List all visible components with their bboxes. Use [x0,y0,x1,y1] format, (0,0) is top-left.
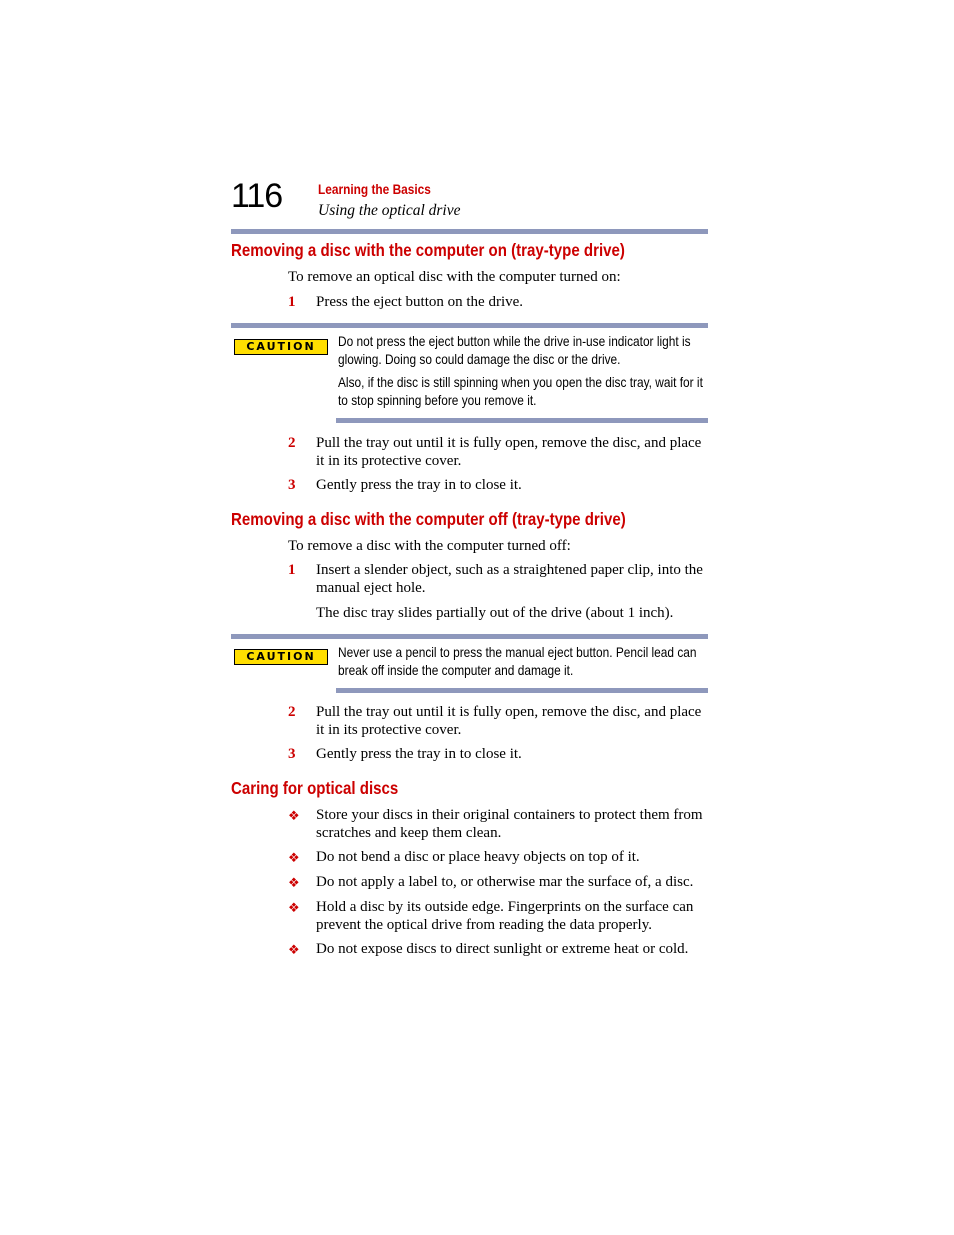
heading-remove-computer-on: Removing a disc with the computer on (tray-type drive) [231,240,625,260]
step-number: 2 [288,704,296,720]
step-number: 1 [288,294,296,310]
step-note: The disc tray slides partially out of the drive (about 1 inch). [316,605,674,621]
caution-rule-bottom [336,688,708,693]
bullet-icon: ❖ [288,850,300,865]
section-title: Using the optical drive [318,202,461,219]
step-number: 1 [288,562,296,578]
caution-text: Also, if the disc is still spinning when you open the disc tray, wait for it to stop spinning before you remove it. [338,374,703,408]
step-text: Pull the tray out until it is fully open, remove the disc, and place it in its protective cover. [316,435,702,469]
bullet-icon: ❖ [288,900,300,915]
step-number: 3 [288,746,296,762]
intro-text: To remove an optical disc with the computer turned on: [288,269,621,285]
step-text: Press the eject button on the drive. [316,294,524,310]
step-text: Gently press the tray in to close it. [316,477,522,493]
list-item: Do not bend a disc or place heavy objects on top of it. [316,849,640,865]
heading-remove-computer-off: Removing a disc with the computer off (tray-type drive) [231,509,626,529]
list-item: Hold a disc by its outside edge. Fingerprints on the surface can prevent the optical drive from reading the data properly. [316,899,694,933]
step-text: Pull the tray out until it is fully open, remove the disc, and place it in its protective cover. [316,704,702,738]
heading-caring-discs: Caring for optical discs [231,778,399,798]
list-item: Do not apply a label to, or otherwise mar the surface of, a disc. [316,874,694,890]
chapter-title: Learning the Basics [318,182,431,197]
bullet-icon: ❖ [288,875,300,890]
caution-text: Do not press the eject button while the drive in-use indicator light is glowing. Doing so could damage the disc or the drive. [338,333,691,367]
page-number: 116 [231,177,283,215]
caution-rule-top [231,323,708,328]
step-text: Gently press the tray in to close it. [316,746,522,762]
list-item: Do not expose discs to direct sunlight or extreme heat or cold. [316,941,689,957]
bullet-icon: ❖ [288,942,300,957]
caution-rule-bottom [336,418,708,423]
caution-badge: CAUTION [234,649,328,665]
caution-badge: CAUTION [234,339,328,355]
caution-rule-top [231,634,708,639]
intro-text: To remove a disc with the computer turned off: [288,538,571,554]
caution-text: Never use a pencil to press the manual eject button. Pencil lead can break off inside the computer and damage it. [338,644,697,678]
step-number: 2 [288,435,296,451]
header-rule [231,229,708,234]
bullet-icon: ❖ [288,808,300,823]
step-text: Insert a slender object, such as a straightened paper clip, into the manual eject hole. [316,562,703,596]
step-number: 3 [288,477,296,493]
list-item: Store your discs in their original containers to protect them from scratches and keep them clean. [316,807,703,841]
